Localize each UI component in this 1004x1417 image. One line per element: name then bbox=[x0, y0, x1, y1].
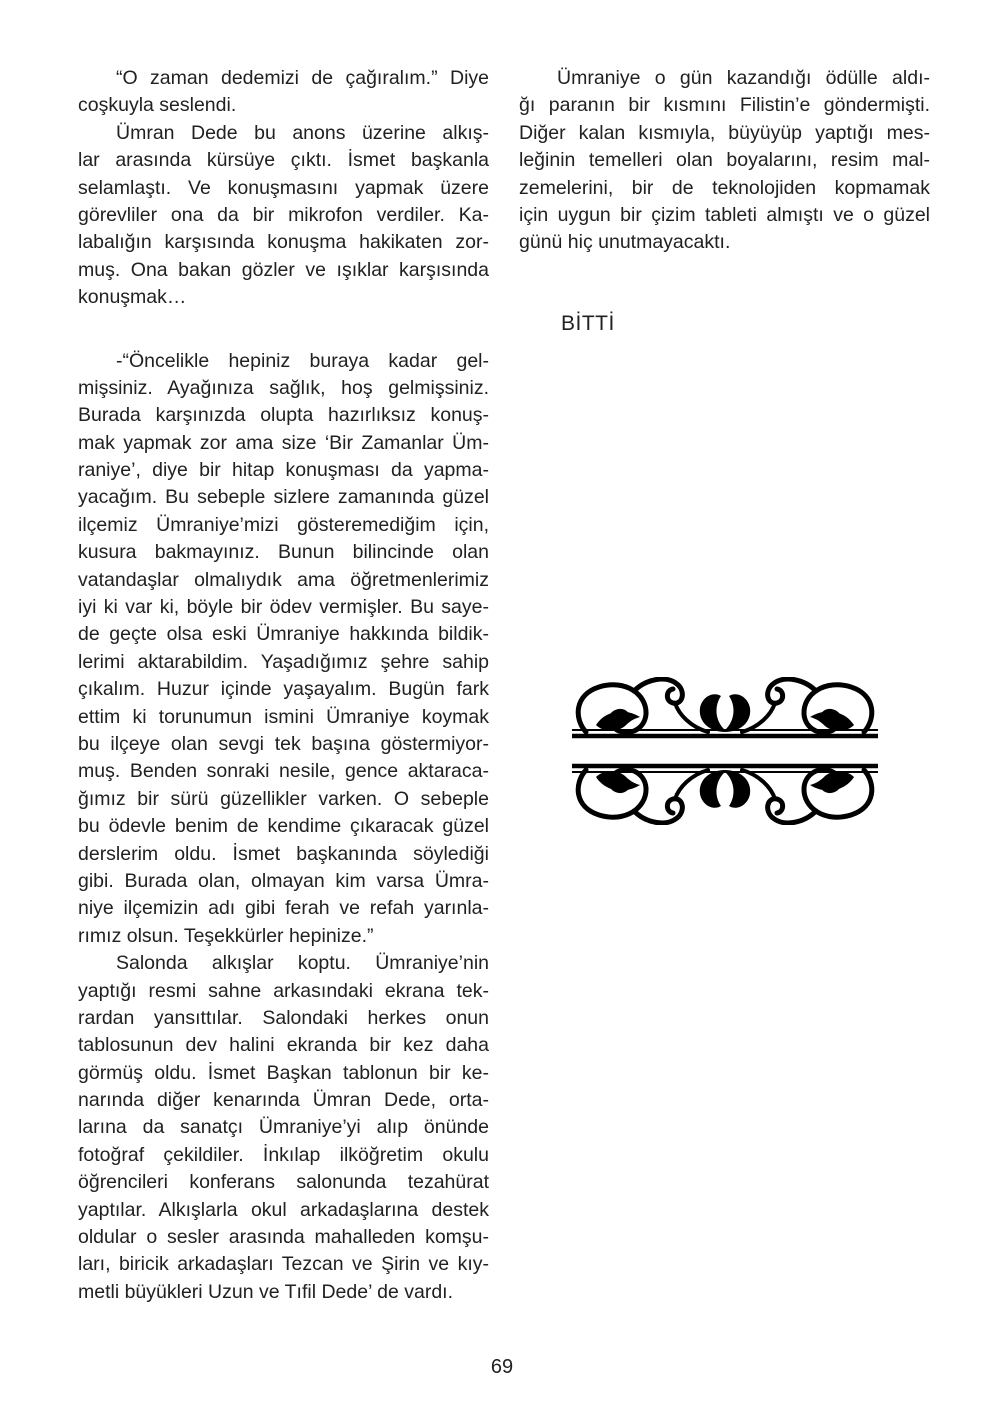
text-line: için uygun bir çizim tableti almıştı ve o güzel bbox=[519, 203, 930, 226]
text-line: -“Öncelikle hepiniz buraya kadar gel- bbox=[116, 349, 489, 372]
text-line: Ümran Dede bu anons üzerine alkış- bbox=[116, 121, 489, 144]
text-line: niye ilçemizin adı gibi ferah ve refah yarınla- bbox=[78, 897, 489, 920]
end-marker: BİTTİ bbox=[561, 311, 615, 335]
text-line: mişsiniz. Ayağınıza sağlık, hoş gelmişsiniz. bbox=[78, 376, 489, 399]
paragraph bbox=[78, 120, 489, 312]
text-line: Ümraniye o gün kazandığı ödülle aldı- bbox=[557, 67, 930, 89]
paragraph bbox=[78, 65, 489, 120]
text-line: coşkuyla seslendi. bbox=[78, 94, 237, 117]
page-number: 69 bbox=[490, 1356, 514, 1378]
flourish-ornament-icon bbox=[572, 677, 878, 825]
text-line: muş. Ona bakan gözler ve ışıklar karşısında bbox=[78, 258, 489, 281]
text-line: ğımız bir sürü güzellikler varken. O sebeple bbox=[78, 787, 489, 810]
text-line: görmüş oldu. İsmet Başkan tablonun bir ke- bbox=[78, 1061, 489, 1084]
text-line: görevliler ona da bir mikrofon verdiler. Ka- bbox=[78, 203, 489, 226]
text-line: yaptılar. Alkışlarla okul arkadaşlarına destek bbox=[78, 1198, 489, 1221]
text-line: rımız olsun. Teşekkürler hepinize.” bbox=[78, 924, 374, 947]
text-line: “O zaman dedemizi de çağıralım.” Diye bbox=[116, 67, 489, 89]
text-line: selamlaştı. Ve konuşmasını yapmak üzere bbox=[78, 176, 489, 199]
text-line: raniye’, diye bir hitap konuşması da yapma- bbox=[78, 459, 489, 482]
text-line: lerimi aktarabildim. Yaşadığımız şehre sahip bbox=[78, 650, 489, 673]
text-line: tablosunun dev halini ekranda bir kez daha bbox=[78, 1034, 489, 1057]
paragraph bbox=[519, 65, 930, 257]
text-line: Salonda alkışlar koptu. Ümraniye’nin bbox=[116, 952, 489, 975]
text-line: labalığın karşısında konuşma hakikaten zor- bbox=[78, 231, 489, 254]
text-line: gibi. Burada olan, olmayan kim varsa Ümra- bbox=[78, 869, 489, 892]
paragraph bbox=[78, 348, 489, 951]
text-line: çıkalım. Huzur içinde yaşayalım. Bugün fark bbox=[78, 678, 489, 701]
text-line: öğrencileri konferans salonunda tezahürat bbox=[78, 1171, 489, 1194]
text-line: bu ödevle benim de kendime çıkaracak güzel bbox=[78, 815, 489, 838]
text-line: rardan yansıttılar. Salondaki herkes onun bbox=[78, 1006, 489, 1029]
text-line: oldular o sesler arasında mahalleden komşu- bbox=[78, 1226, 489, 1249]
text-line: Burada karşınızda olupta hazırlıksız konuş- bbox=[78, 404, 489, 427]
text-line: leğinin temelleri olan boyalarını, resim mal- bbox=[519, 149, 930, 172]
text-line: konuşmak… bbox=[78, 286, 187, 309]
text-line: mak yapmak zor ama size ‘Bir Zamanlar Üm- bbox=[78, 431, 489, 454]
text-line: yacağım. Bu sebeple sizlere zamanında güzel bbox=[78, 486, 489, 509]
right-column bbox=[519, 65, 930, 336]
text-line: iyi ki var ki, böyle bir ödev vermişler. Bu saye- bbox=[78, 596, 489, 619]
text-line: metli büyükleri Uzun ve Tıfil Dede’ de vardı. bbox=[78, 1280, 453, 1303]
text-line: ğı paranın bir kısmını Filistin’e göndermişti. bbox=[519, 94, 930, 117]
text-line: kusura bakmayınız. Bunun bilincinde olan bbox=[78, 541, 489, 564]
text-line: zemelerini, bir de teknolojiden kopmamak bbox=[519, 176, 930, 199]
text-line: fotoğraf çekildiler. İnkılap ilköğretim okulu bbox=[78, 1143, 489, 1166]
text-line: bu ilçeye olan sevgi tek başına göstermiyor- bbox=[78, 732, 489, 755]
text-line: lar arasında kürsüye çıktı. İsmet başkanla bbox=[78, 149, 489, 172]
text-line: muş. Benden sonraki nesile, gence aktaraca- bbox=[78, 760, 489, 783]
text-line: ları, biricik arkadaşları Tezcan ve Şirin ve kıy- bbox=[78, 1253, 489, 1276]
text-line: ilçemiz Ümraniye’mizi gösteremediğim için, bbox=[78, 513, 489, 536]
paragraph bbox=[78, 950, 489, 1306]
left-column bbox=[78, 65, 489, 1306]
text-line: ettim ki torunumun ismini Ümraniye koymak bbox=[78, 705, 489, 728]
text-line: narında diğer kenarında Ümran Dede, orta- bbox=[78, 1089, 489, 1112]
text-line: de geçte olsa eski Ümraniye hakkında bildik- bbox=[78, 623, 489, 646]
text-line: Diğer kalan kısmıyla, büyüyüp yaptığı mes- bbox=[519, 121, 930, 144]
text-line: derslerim oldu. İsmet başkanında söylediği bbox=[78, 842, 489, 865]
text-line: yaptığı resmi sahne arkasındaki ekrana tek- bbox=[78, 979, 489, 1002]
text-line: larına da sanatçı Ümraniye’yi alıp önünde bbox=[78, 1116, 489, 1139]
text-line: günü hiç unutmayacaktı. bbox=[519, 231, 731, 254]
text-line: vatandaşlar olmalıydık ama öğretmenlerimiz bbox=[78, 568, 489, 591]
